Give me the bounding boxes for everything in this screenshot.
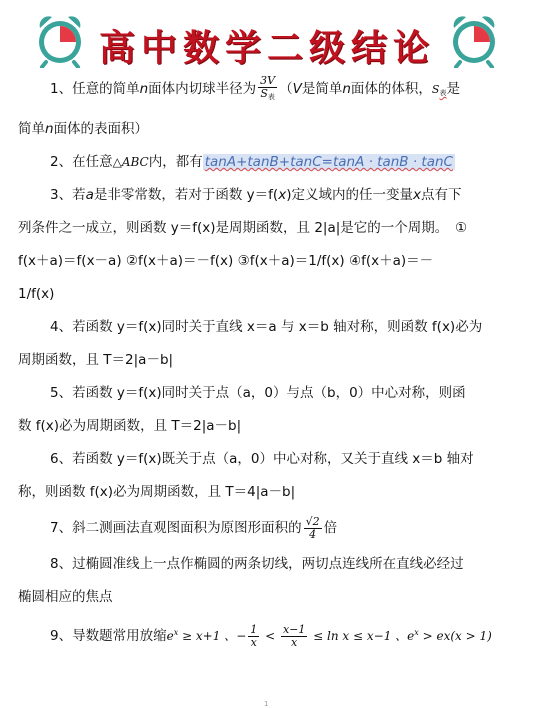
text: 面体内切球半径为: [148, 81, 257, 97]
frac-num: x−1: [282, 623, 306, 636]
math-minus: −: [236, 629, 247, 643]
var-x: x: [278, 187, 287, 203]
frac-den: [258, 88, 277, 103]
var-n: n: [45, 121, 54, 137]
text: 是: [446, 81, 460, 97]
symbol-s-sub: 表: [439, 89, 447, 97]
math-text: > ex(x > 1): [418, 629, 492, 643]
item-1-line-1: [18, 74, 518, 108]
item-8-line-2: 椭圆相应的焦点: [18, 589, 113, 605]
var-n: n: [342, 81, 351, 97]
text: 1、任意的简单: [50, 81, 140, 97]
text: 简单: [18, 121, 45, 137]
header: [0, 6, 534, 69]
var-n: n: [139, 81, 149, 97]
frac-num: 3V: [260, 74, 276, 87]
text: 倍: [323, 520, 338, 536]
item-3-line-4: 1/f(x): [18, 286, 55, 302]
text: 面体的体积，: [350, 81, 432, 97]
text: 9、导数题常用放缩: [50, 628, 167, 644]
text: （: [279, 81, 293, 97]
item-3-line-3: f(x＋a)＝f(x－a) ②f(x＋a)＝－f(x) ③f(x＋a)＝1/f(x) ④f(x＋a)＝－: [18, 253, 434, 269]
frac-den: x: [291, 636, 298, 649]
item-4-line-2: 周期函数，且 T＝2|a－b|: [18, 352, 174, 368]
var-a: a: [85, 187, 94, 203]
var-x: x: [412, 187, 421, 203]
triangle-abc: △ABC: [112, 155, 149, 169]
fraction-x-minus-1-over-x: [281, 624, 307, 649]
math-text: <: [261, 629, 279, 643]
frac-den-s: S: [260, 87, 268, 100]
item-7: [18, 513, 518, 543]
highlighted-formula: tanA+tanB+tanC=tanA · tanB · tanC: [204, 154, 453, 170]
text: 是简单: [301, 81, 343, 97]
frac-den: x: [250, 636, 257, 649]
text: 2、在任意: [50, 154, 113, 170]
math-e: e: [166, 629, 174, 643]
item-6-line-1: 6、若函数 y＝f(x)既关于点（a，0）中心对称，又关于直线 x＝b 轴对: [50, 451, 474, 467]
item-4-line-1: 4、若函数 y＝f(x)同时关于直线 x＝a 与 x＝b 轴对称，则函数 f(x)必为: [50, 319, 483, 335]
symbol-s: S: [431, 83, 440, 96]
page-number: 1: [264, 700, 269, 708]
text: 内，都有: [148, 154, 203, 170]
text: 面体的表面积）: [53, 121, 149, 137]
item-8-line-1: 8、过椭圆准线上一点作椭圆的两条切线，两切点连线所在直线必经过: [50, 556, 464, 572]
text: 是非零常数，若对于函数 y＝f(: [93, 187, 279, 203]
math-e: e: [407, 629, 415, 643]
frac-den: 4: [309, 527, 317, 541]
math-sup: x: [414, 628, 419, 637]
document-body: [18, 74, 518, 651]
item-1-line-2: [18, 117, 518, 141]
fraction-sqrt2-over-4: [304, 516, 322, 541]
math-text: ≤ ln x ≤ x−1 、: [309, 629, 408, 643]
inequality-exp-ex: [407, 629, 492, 643]
item-9: [18, 618, 518, 651]
symbol-s-surface: [432, 83, 447, 96]
fraction-1-over-x: [248, 624, 259, 649]
item-5-line-2: 数 f(x)必为周期函数，且 T＝2|a－b|: [18, 418, 242, 434]
var-v: V: [292, 81, 302, 97]
math-sup: x: [173, 628, 179, 637]
frac-num: √2: [305, 514, 320, 528]
alarm-clock-icon: [448, 12, 500, 68]
text: 点有下: [420, 187, 462, 203]
frac-den-sub: 表: [267, 93, 275, 101]
item-5-line-1: 5、若函数 y＝f(x)同时关于点（a，0）与点（b，0）中心对称，则函: [50, 385, 466, 401]
inequality-exp: [167, 629, 237, 643]
item-3-line-2: 列条件之一成立，则函数 y＝f(x)是周期函数，且 2|a|是它的一个周期。 ①: [18, 220, 468, 236]
item-3-line-1: [18, 183, 518, 207]
text: 3、若: [50, 187, 86, 203]
page-title: 高中数学二级结论: [98, 27, 435, 69]
text: )定义域内的任一变量: [286, 187, 413, 203]
math-text: ≥ x+1 、: [178, 629, 237, 643]
item-6-line-2: 称，则函数 f(x)必为周期函数，且 T＝4|a－b|: [18, 484, 296, 500]
item-2: [18, 150, 518, 174]
text: 7、斜二测画法直观图面积为原图形面积的: [50, 520, 302, 536]
frac-num: 1: [250, 623, 258, 636]
inequality-ln: [236, 623, 408, 649]
fraction-3v-over-s: [258, 75, 277, 103]
